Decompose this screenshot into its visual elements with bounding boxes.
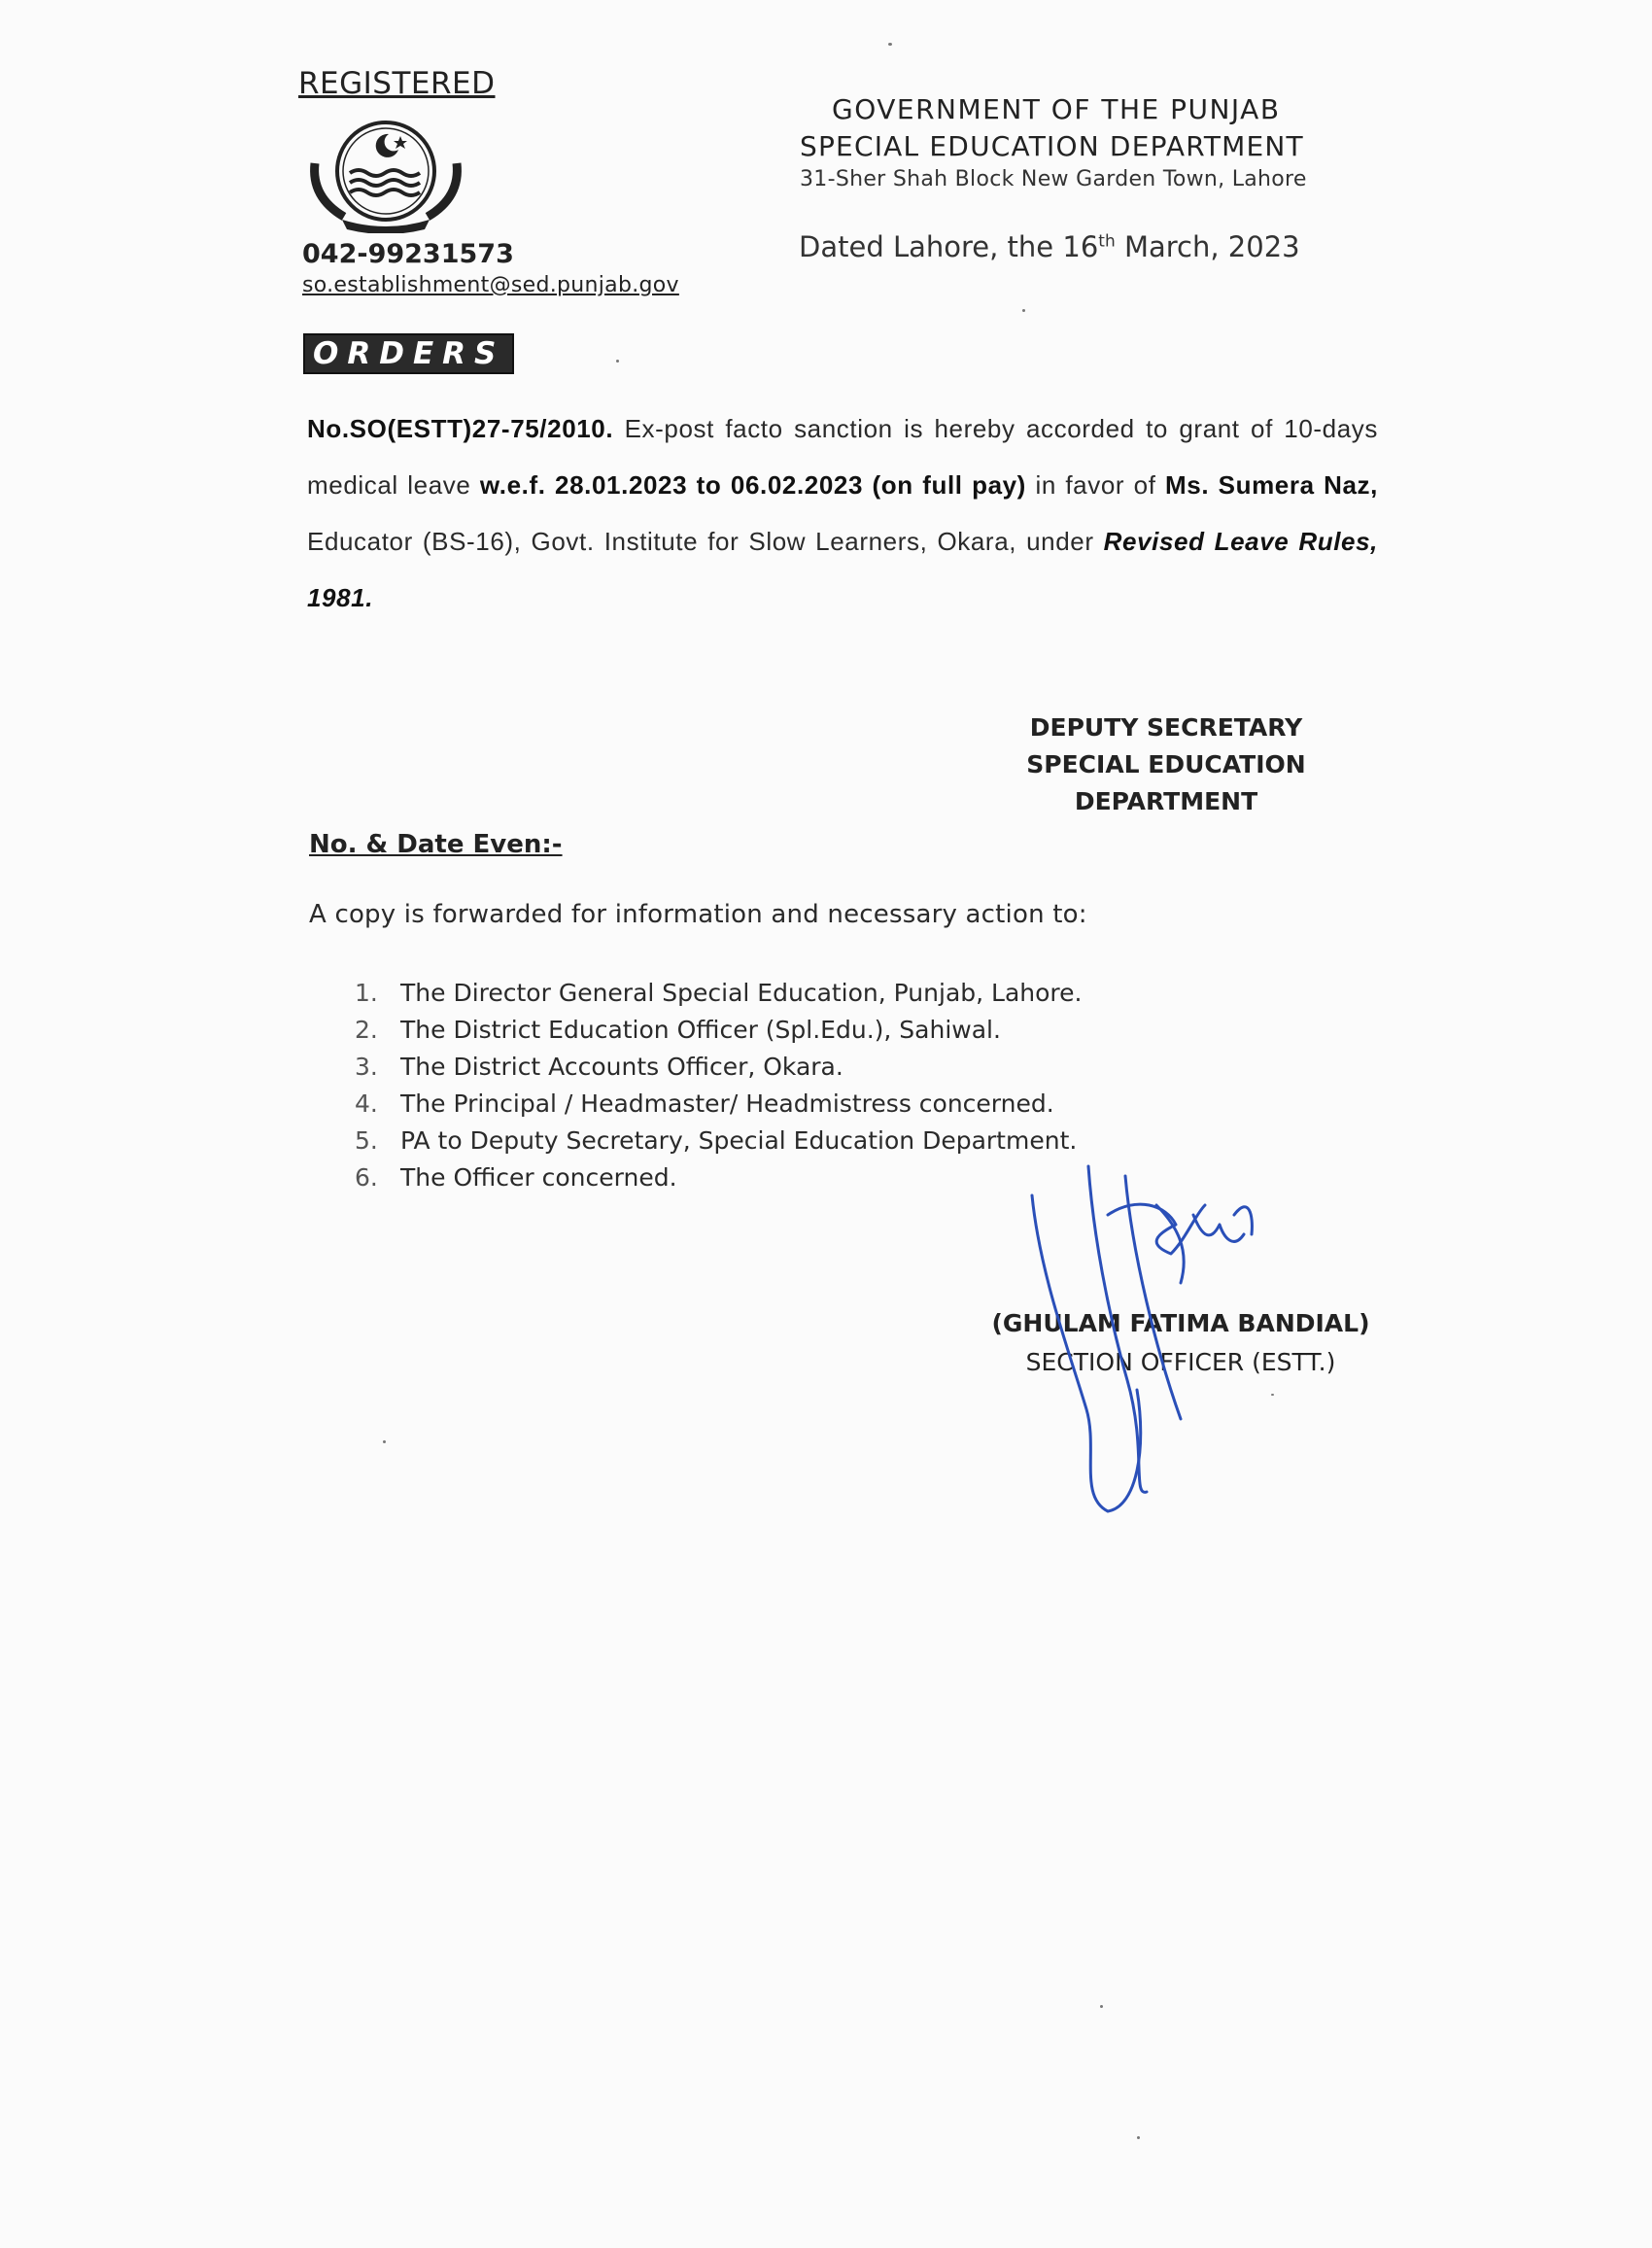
- list-item: 3. The District Accounts Officer, Okara.: [355, 1053, 843, 1081]
- handwritten-signature: [1011, 1157, 1283, 1536]
- email-address: so.establishment@sed.punjab.gov: [302, 273, 679, 297]
- leave-period: w.e.f. 28.01.2023 to 06.02.2023 (on full pay): [479, 470, 1026, 500]
- scan-speck: [1137, 2136, 1140, 2139]
- scan-speck: [1100, 2005, 1103, 2008]
- copy-forward-text: A copy is forwarded for information and necessary action to:: [309, 900, 1087, 929]
- department-address: 31-Sher Shah Block New Garden Town, Lahore: [800, 167, 1307, 191]
- phone-number: 042-99231573: [302, 239, 514, 269]
- leave-rules: Revised Leave Rules, 1981.: [307, 527, 1379, 612]
- list-item: 5. PA to Deputy Secretary, Special Education Department.: [355, 1126, 1078, 1155]
- deputy-secretary-block: DEPUTY SECRETARY SPECIAL EDUCATION DEPARTMENT: [1026, 713, 1306, 815]
- scan-speck: [1022, 309, 1025, 312]
- officer-title: SECTION OFFICER (ESTT.): [1025, 1348, 1336, 1376]
- registered-label: REGISTERED: [298, 66, 496, 101]
- scan-speck: [616, 360, 619, 363]
- list-item: 2. The District Education Officer (Spl.Edu.), Sahiwal.: [355, 1016, 1001, 1044]
- order-number: No.SO(ESTT)27-75/2010.: [307, 414, 614, 443]
- dated-line: Dated Lahore, the 16th March, 2023: [799, 230, 1300, 263]
- orders-heading: ORDERS: [303, 333, 514, 374]
- list-item: 1. The Director General Special Education, Punjab, Lahore.: [355, 979, 1083, 1007]
- no-date-even-label: No. & Date Even:-: [309, 830, 563, 859]
- punjab-government-emblem: [303, 115, 468, 233]
- employee-name: Ms. Sumera Naz,: [1165, 470, 1378, 500]
- officer-name: (GHULAM FATIMA BANDIAL): [991, 1309, 1370, 1337]
- scan-speck: [1271, 1394, 1274, 1396]
- list-item: 6. The Officer concerned.: [355, 1163, 677, 1192]
- scan-speck: [888, 43, 892, 46]
- order-paragraph: No.SO(ESTT)27-75/2010. Ex-post facto sanction is hereby accorded to grant of 10-days medical leave w.e.f. 28.01.2023 to 06.02.2023 (on full pay) in favor of Ms. Sumera Naz, Educator (BS-16), Govt. Institute for Slow Learners, Okara, under Revised Leave Rules, 1981.: [307, 414, 1379, 612]
- scan-speck: [383, 1440, 386, 1443]
- department-title: SPECIAL EDUCATION DEPARTMENT: [800, 130, 1304, 162]
- government-title: GOVERNMENT OF THE PUNJAB: [832, 93, 1281, 125]
- recipient-list: [355, 975, 1082, 1196]
- list-item: 4. The Principal / Headmaster/ Headmistress concerned.: [355, 1089, 1054, 1118]
